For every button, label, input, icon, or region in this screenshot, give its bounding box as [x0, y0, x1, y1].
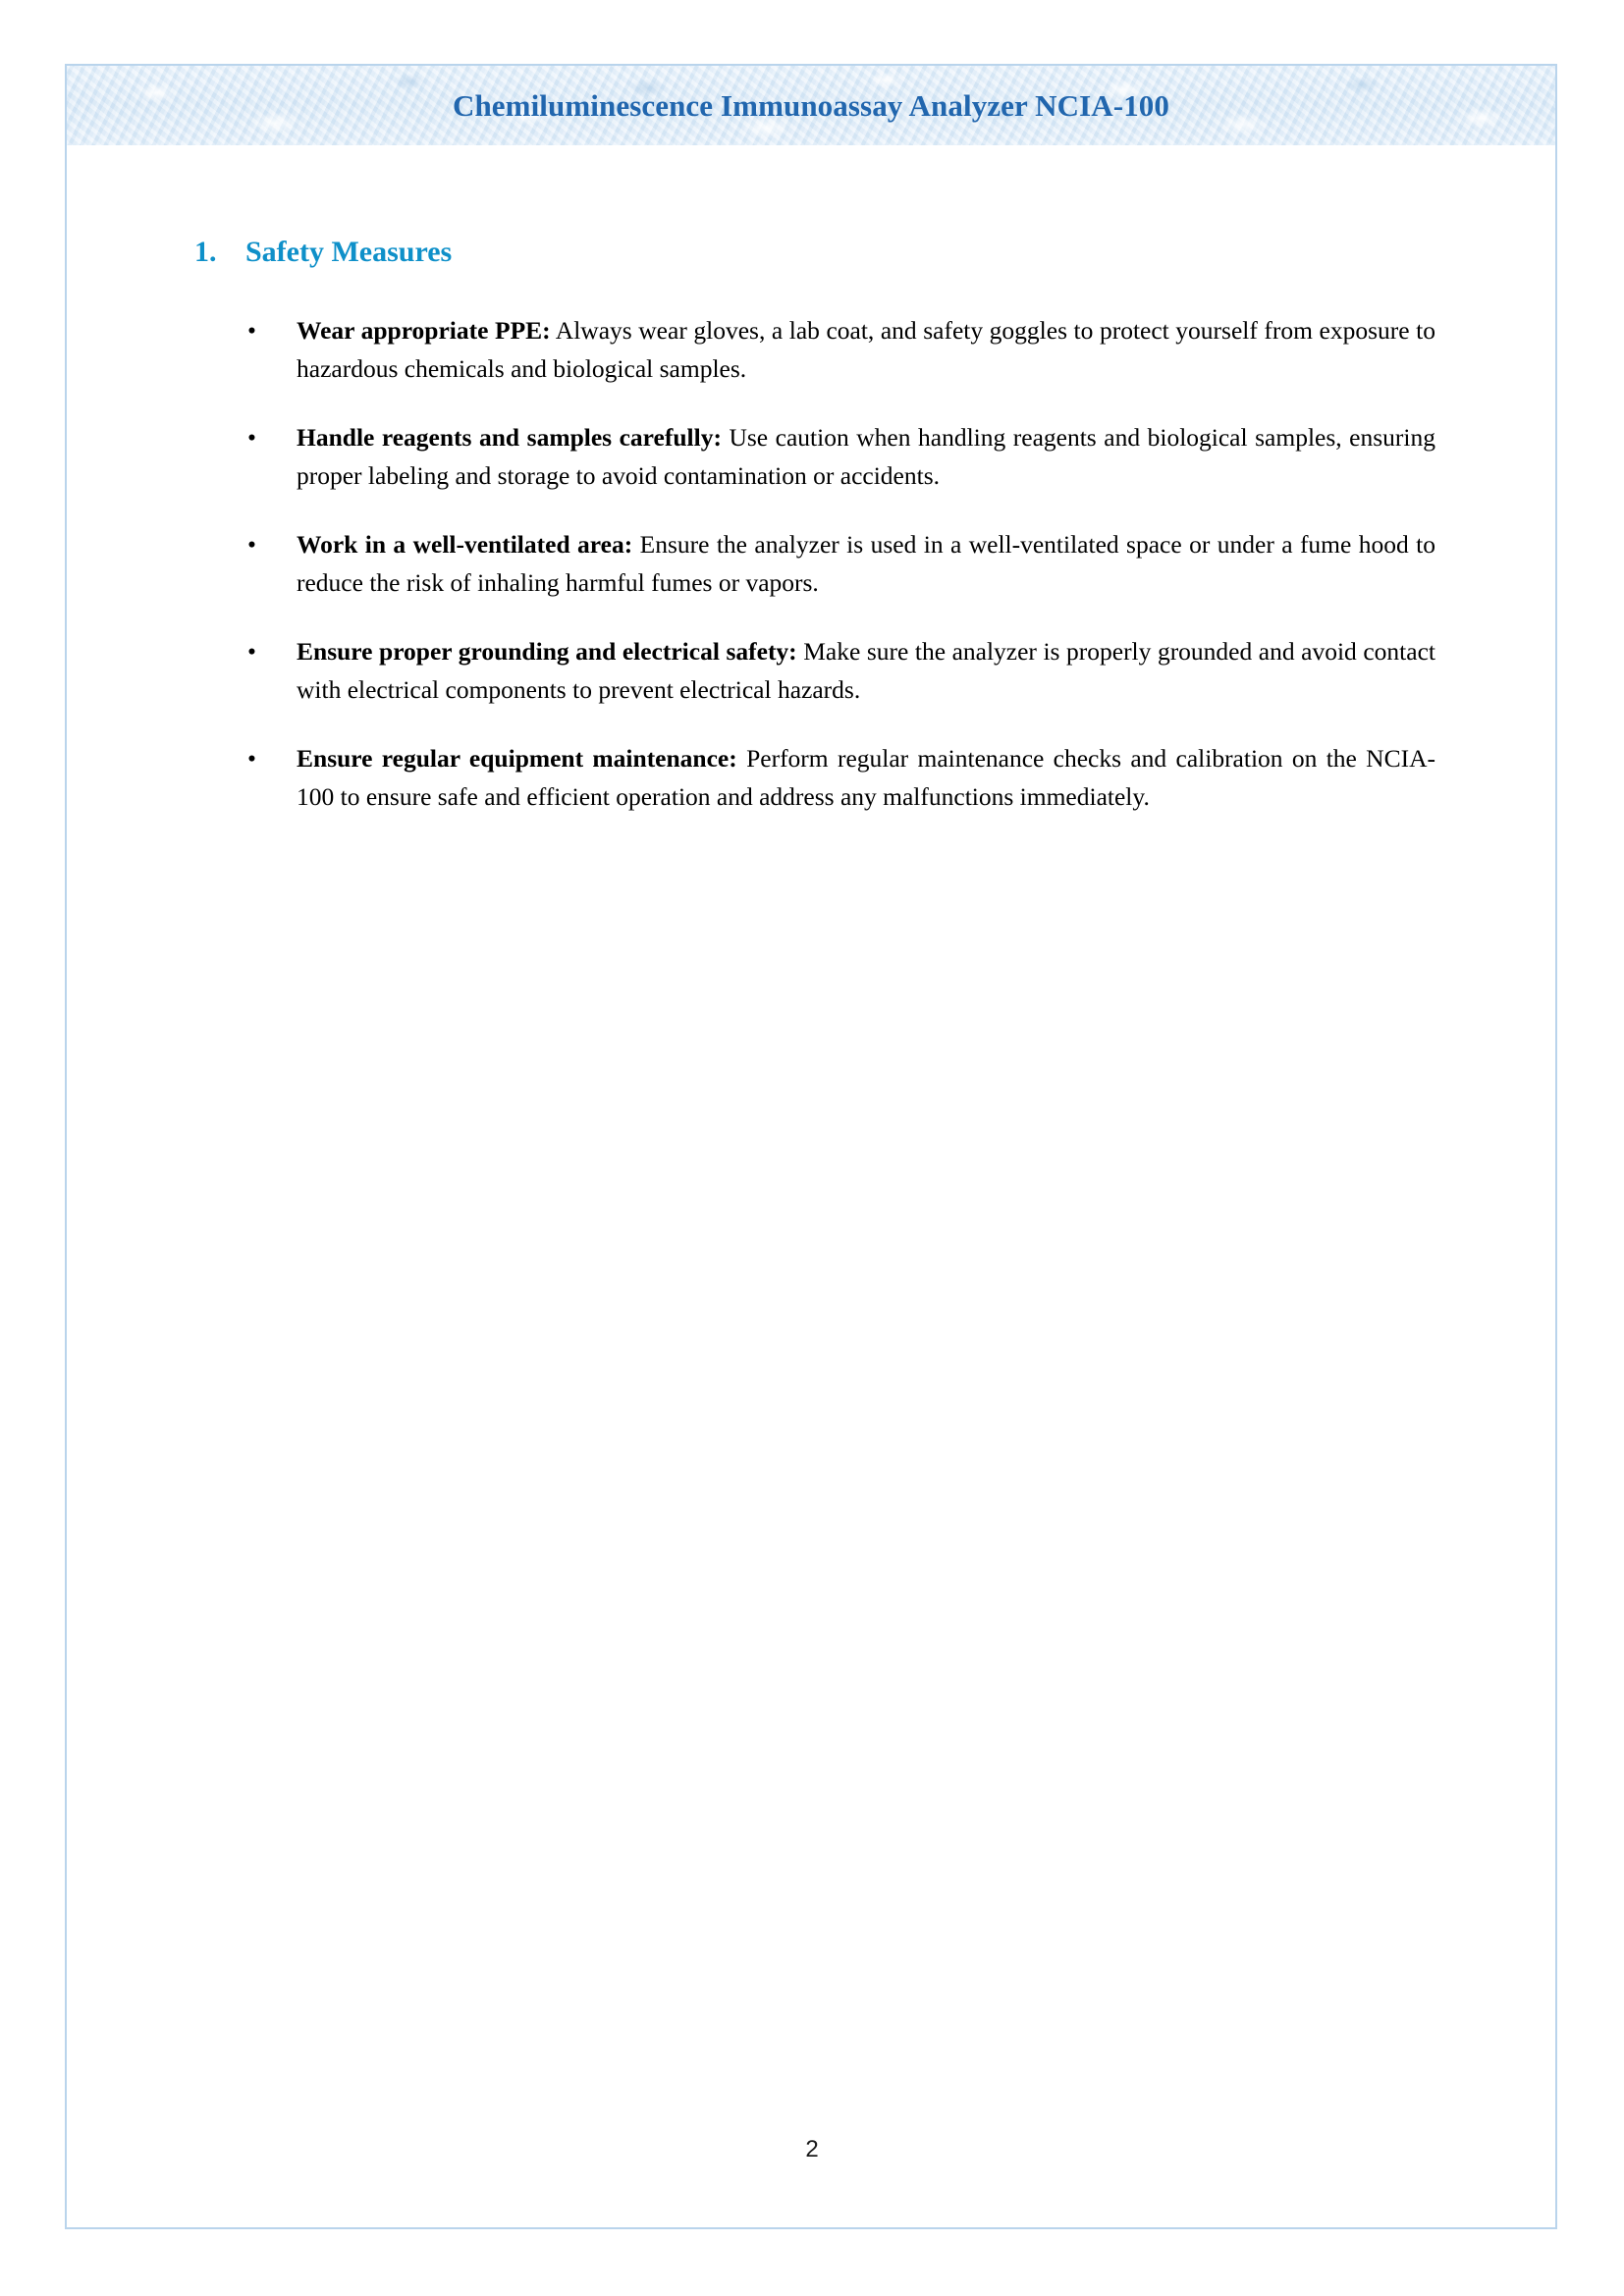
list-item-body: Make sure the analyzer is properly grounded and avoid contact with electrical components to prevent electrical hazards.	[297, 637, 1435, 704]
bullet-dot-icon: •	[247, 530, 256, 559]
page-number: 2	[805, 2136, 819, 2163]
list-item-lead: Wear appropriate PPE:	[297, 316, 551, 345]
section-number: 1.	[194, 236, 217, 268]
document-title: Chemiluminescence Immunoassay Analyzer NCIA-100	[452, 88, 1170, 123]
list-item-body: Always wear gloves, a lab coat, and safety goggles to protect yourself from exposure to hazardous chemicals and biological samples.	[297, 316, 1435, 383]
bullet-dot-icon: •	[247, 316, 256, 345]
list-item-body: Perform regular maintenance checks and calibration on the NCIA-100 to ensure safe and efficient operation and address any malfunctions immediately.	[297, 744, 1435, 811]
list-item	[245, 633, 1435, 709]
document-header-banner	[67, 66, 1555, 145]
list-item-lead: Work in a well-ventilated area:	[297, 530, 633, 559]
bullet-dot-icon: •	[247, 637, 256, 666]
section-title: Safety Measures	[245, 236, 453, 268]
safety-measures-list	[245, 312, 1435, 816]
section-heading-safety-measures	[194, 236, 452, 269]
list-item-body: Ensure the analyzer is used in a well-ventilated space or under a fume hood to reduce the risk of inhaling harmful fumes or vapors.	[297, 530, 1435, 597]
list-item	[245, 419, 1435, 495]
list-item	[245, 740, 1435, 816]
list-item-body: Use caution when handling reagents and biological samples, ensuring proper labeling and storage to avoid contamination or accidents.	[297, 423, 1435, 490]
list-item	[245, 526, 1435, 602]
list-item-lead: Handle reagents and samples carefully:	[297, 423, 722, 452]
list-item-lead: Ensure regular equipment maintenance:	[297, 744, 737, 773]
list-item-lead: Ensure proper grounding and electrical safety:	[297, 637, 797, 666]
bullet-dot-icon: •	[247, 423, 256, 452]
list-item	[245, 312, 1435, 388]
bullet-dot-icon: •	[247, 744, 256, 773]
